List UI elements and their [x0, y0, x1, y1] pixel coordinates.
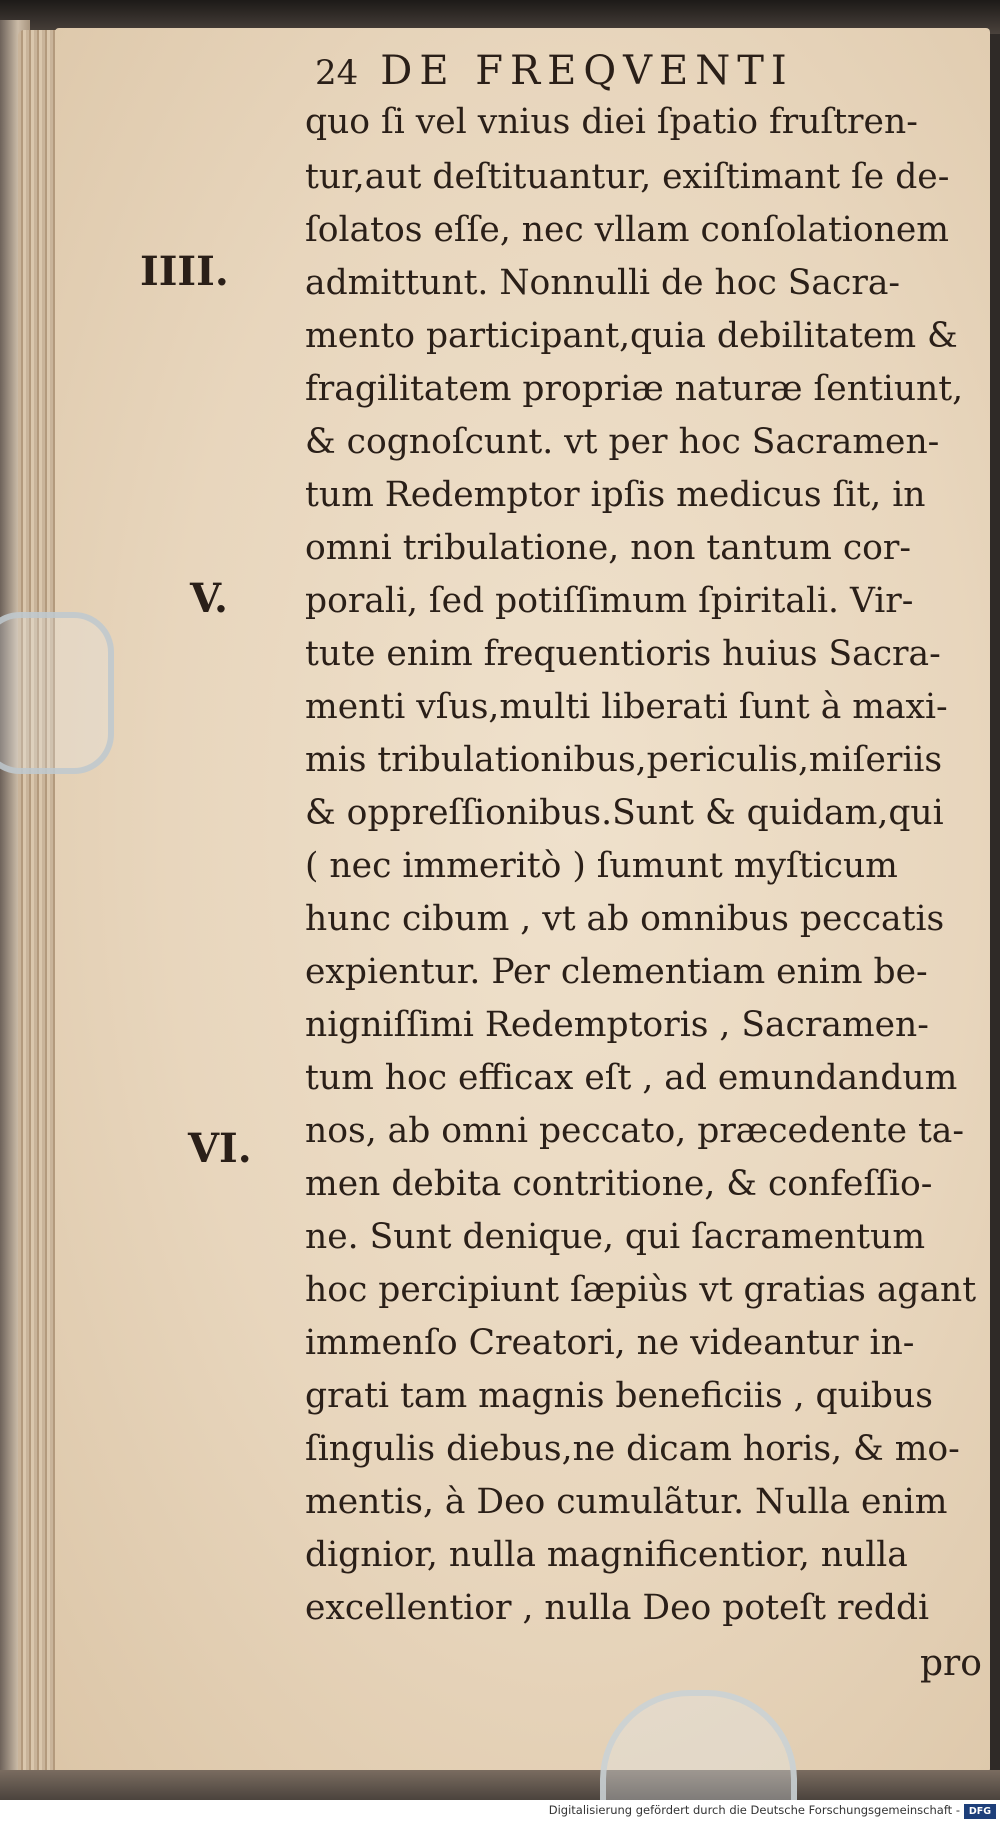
text-line: expientur. Per clementiam enim be- [305, 952, 928, 992]
text-line: hunc cibum , vt ab omnibus peccatis [305, 899, 945, 939]
text-line: admittunt. Nonnulli de hoc Sacra- [305, 263, 901, 303]
bottom-shadow [0, 1770, 1000, 1800]
text-line: immenſo Creatori, ne videantur in- [305, 1323, 915, 1363]
text-line: dignior, nulla magnificentior, nulla [305, 1535, 908, 1575]
text-line: & cognoſcunt. vt per hoc Sacramen- [305, 422, 940, 462]
text-line: omni tribulatione, non tantum cor- [305, 528, 912, 568]
text-line: tum hoc efficax eſt , ad emundandum [305, 1058, 958, 1098]
page-clip-left [0, 612, 114, 774]
text-line: porali, ſed potiſſimum ſpiritali. Vir- [305, 581, 914, 621]
section-marker: V. [190, 575, 228, 622]
text-line: nos, ab omni peccato, præcedente ta- [305, 1111, 965, 1151]
text-line: ( nec immeritò ) ſumunt myſticum [305, 846, 898, 886]
text-line: men debita contritione, & confeſſio- [305, 1164, 933, 1204]
text-line: hoc percipiunt ſæpiùs vt gratias agant [305, 1270, 977, 1310]
header-title: DE FREQVENTI [380, 48, 794, 94]
catchword: pro [920, 1643, 982, 1684]
text-line: quo ſi vel vnius diei ſpatio fruſtren- [305, 102, 918, 142]
running-header [315, 48, 794, 94]
text-line: tum Redemptor ipſis medicus ſit, in [305, 475, 926, 515]
text-line: excellentior , nulla Deo poteſt reddi [305, 1588, 930, 1628]
section-marker: IIII. [140, 248, 229, 295]
text-line: ne. Sunt denique, qui ſacramentum [305, 1217, 926, 1257]
text-line: mento participant,quia debilitatem & [305, 316, 958, 356]
funding-credit: Digitalisierung gefördert durch die Deutsche Forschungsgemeinschaft - [548, 1803, 960, 1817]
page-number: 24 [315, 53, 359, 93]
section-marker: VI. [188, 1125, 252, 1172]
text-line: menti vſus,multi liberati ſunt à maxi- [305, 687, 948, 727]
dfg-logo: DFG [964, 1804, 996, 1819]
text-line: mentis, à Deo cumulãtur. Nulla enim [305, 1482, 948, 1522]
text-line: fragilitatem propriæ naturæ ſentiunt, [305, 369, 964, 409]
text-line: & oppreſſionibus.Sunt & quidam,qui [305, 793, 944, 833]
text-line: ſolatos eſſe, nec vllam conſolationem [305, 210, 949, 250]
text-line: ſingulis diebus,ne dicam horis, & mo- [305, 1429, 960, 1469]
text-line: tur,aut deſtituantur, exiſtimant ſe de- [305, 157, 950, 197]
text-line: grati tam magnis beneficiis , quibus [305, 1376, 933, 1416]
text-line: tute enim frequentioris huius Sacra- [305, 634, 941, 674]
text-line: nigniſſimi Redemptoris , Sacramen- [305, 1005, 929, 1045]
text-line: mis tribulationibus,periculis,miſeriis [305, 740, 943, 780]
